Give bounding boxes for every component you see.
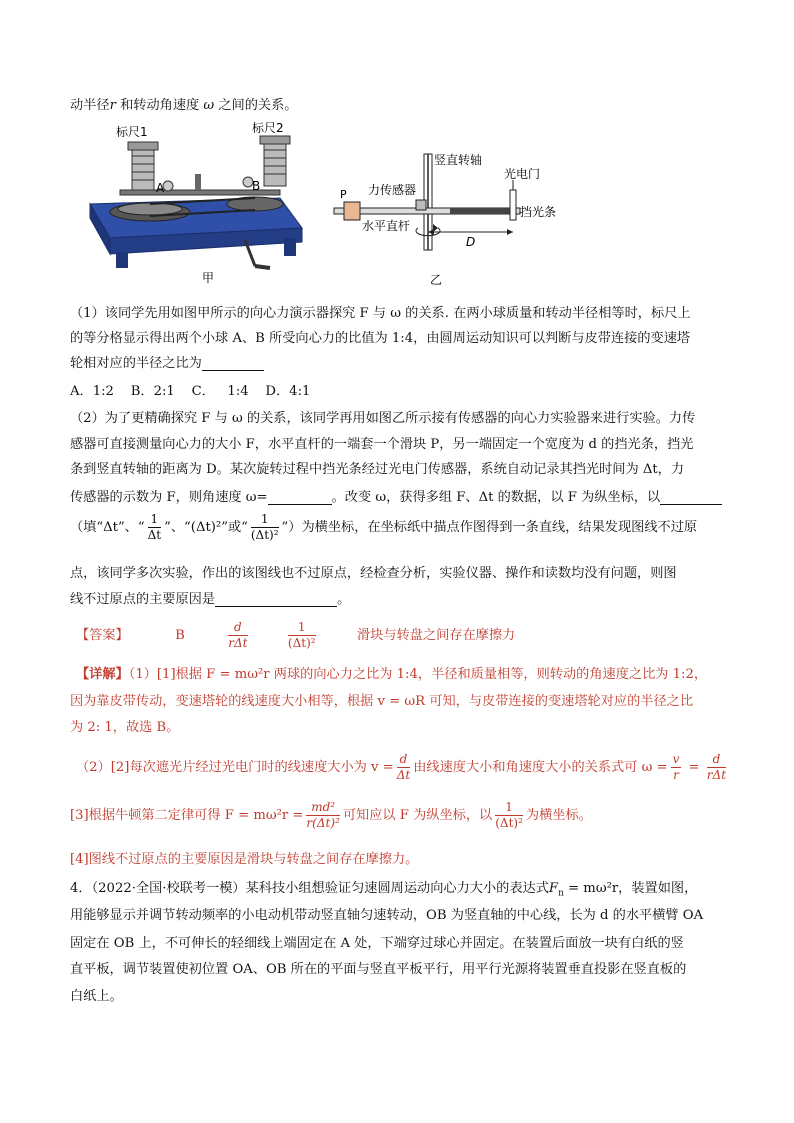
figure-jia <box>80 118 320 288</box>
answer-line <box>76 620 515 651</box>
light-strip-label: 挡光条 <box>520 205 557 219</box>
detail-line3: 为 2: 1，故选 B。 <box>70 720 180 735</box>
detail-tag: 【详解】 <box>76 667 129 682</box>
detail-line2: 因为靠皮带传动，变速塔轮的线速度大小相等，根据 v = ωR 可知，与皮带连接的变速塔轮对应的半径之比 <box>70 694 694 709</box>
detail-line5: [3]根据牛顿第二定律可得 F = mω²r = $\frac{\text{md²}}{\text{r(Δt)²}}$ 可知应以 F 为纵坐标，以 $\frac{1}{\text{(Δt)²}}$ 为横坐标。 <box>70 800 592 830</box>
force-sensor-label: 力传感器 <box>368 183 417 197</box>
q1-line2: 的等分格显示得出两个小球 A、B 所受向心力的比值为 1:4，由圆周运动知识可以判断与皮带连接的变速塔 <box>70 331 691 346</box>
intro-line: 动半径r 和转动角速度 ω 之间的关系。 <box>70 98 298 113</box>
q4-line3: 固定在 OB 上，不可伸长的轻细线上端固定在 A 处，下端穿过球心并固定。在装置后面放一块有白纸的竖 <box>70 936 684 951</box>
q2-line1: （2）为了更精确探究 F 与 ω 的关系，该同学再用如图乙所示接有传感器的向心力实验器来进行实验。力传 <box>70 411 696 426</box>
q2-reason-blank[interactable] <box>215 592 337 607</box>
ruler1-label: 标尺1 <box>116 125 148 139</box>
ball-a-label: A <box>156 181 165 195</box>
slider-p-label: P <box>340 188 347 201</box>
answer-4: 滑块与转盘之间存在摩擦力 <box>356 628 516 643</box>
answer-tag: 【答案】 <box>76 628 129 643</box>
detail-line4: （2）[2]每次遮光片经过光电门时的线速度大小为 v = $\frac{d}{\Delta t}$ 由线速度大小和角速度大小的关系式可 ω = $\frac{v}{r}$ = $\frac{d}{\text{rΔt}}$ <box>76 752 727 782</box>
q1-line1: （1）该同学先用如图甲所示的向心力演示器探究 F 与 ω 的关系. 在两小球质量和转动半径相等时，标尺上 <box>70 306 691 321</box>
q4-line4: 直平板，调节装置使初位置 OA、OB 所在的平面与竖直平板平行，用平行光源将装置垂直投影在竖直板的 <box>70 962 687 977</box>
photogate-label: 光电门 <box>504 167 541 181</box>
q2-line2: 感器可直接测量向心力的大小 F，水平直杆的一端套一个滑块 P，另一端固定一个宽度为 d 的挡光条，挡光 <box>70 437 694 452</box>
opt-frac-1: $\frac{1}{\Delta t}$ <box>147 512 162 542</box>
q4-line5: 白纸上。 <box>70 989 123 1004</box>
figure-jia-label: 甲 <box>202 271 215 285</box>
ball-b-label: B <box>252 179 261 193</box>
vertical-axis-label: 竖直转轴 <box>434 153 483 167</box>
detail-line6: [4]图线不过原点的主要原因是滑块与转盘之间存在摩擦力。 <box>70 852 419 867</box>
q2-line6: 点，该同学多次实验，作出的该图线也不过原点，经检查分析，实验仪器、操作和读数均没有问题，则图 <box>70 566 677 581</box>
q4-line1: 4．（2022·全国·校联考一模）某科技小组想验证匀速圆周运动向心力大小的表达式$F_n = m\omega^2r$，装置如图， <box>70 881 698 899</box>
figure-yi-label: 乙 <box>430 273 443 287</box>
opt-frac-2: $\frac{1}{\text{(Δt)²}}$ <box>250 512 279 542</box>
detail-line1: 【详解】（1）[1]根据 F = mω²r 两球的向心力之比为 1:4，半径和质量相等，则转动的角速度之比为 1:2， <box>76 667 708 682</box>
q2-line7: 线不过原点的主要原因是 。 <box>70 592 351 607</box>
answer-2: $\frac{d}{\text{rΔt}}$ <box>228 620 248 650</box>
q1-line3: 轮相对应的半径之比为 <box>70 352 264 371</box>
q4-line2: 用能够显示并调节转动频率的小电动机带动竖直轴匀速转动，OB 为竖直轴的中心线，长为 d 的水平横臂 OA <box>70 908 704 923</box>
q2-axis-blank[interactable] <box>660 490 722 505</box>
q1-blank[interactable] <box>202 356 264 371</box>
q2-omega-blank[interactable] <box>268 490 332 505</box>
figure-yi <box>330 150 557 290</box>
q2-line3: 条到竖直转轴的距离为 D。某次旋转过程中挡光条经过光电门传感器，系统自动记录其挡光时间为 Δt，力 <box>70 462 685 477</box>
q2-line4: 传感器的示数为 F，则角速度 ω= 。改变 ω，获得多组 F、Δt 的数据，以 F 为纵坐标，以 <box>70 486 722 505</box>
horizontal-rod-label: 水平直杆 <box>362 219 411 233</box>
ruler2-label: 标尺2 <box>252 121 284 135</box>
answer-3: $\frac{1}{\text{(Δt)²}}$ <box>287 620 316 650</box>
q2-line5: （填“Δt”、“ $\frac{1}{\Delta t}$ ”、“(Δt)²”或“ $\frac{1}{\text{(Δt)²}}$ ”）为横坐标，在坐标纸中描点作图得到一条直线，结果发现图线不过原 <box>70 512 698 542</box>
answer-1: B <box>175 628 185 643</box>
q1-options: A．1:2 B．2:1 C． 1:4 D．4:1 <box>70 384 311 399</box>
distance-d-label: D <box>466 235 476 249</box>
